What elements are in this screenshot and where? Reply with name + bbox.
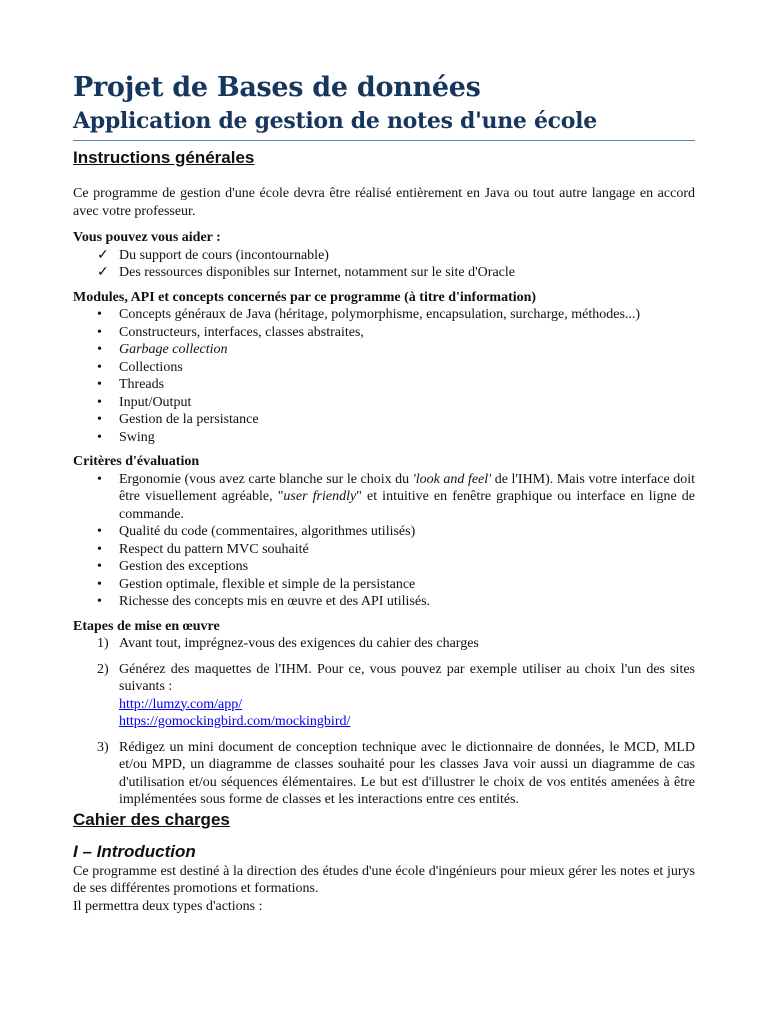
list-item: 1) Avant tout, imprégnez-vous des exigences du cahier des charges (97, 636, 479, 651)
bullet-icon: • (97, 394, 102, 410)
introduction-text: Ce programme est destiné à la direction des études d'une école d'ingénieurs pour mieux gérer les notes et jurys de ses différentes promotions et formations. (73, 863, 695, 896)
list-item: • Gestion des exceptions (97, 559, 249, 574)
bullet-icon: • (97, 576, 102, 592)
check-icon: ✓ (97, 265, 109, 280)
introduction-text-2: Il permettra deux types d'actions : (73, 898, 263, 914)
bullet-icon: • (97, 377, 102, 392)
bullet-icon: • (97, 524, 102, 539)
list-item: • Richesse des concepts mis en œuvre et des API utilisés. (97, 594, 431, 609)
list-item: • Concepts généraux de Java (héritage, polymorphisme, encapsulation, surcharge, méthodes...) (97, 307, 641, 322)
list-item: ✓ Du support de cours (incontournable) (97, 247, 329, 263)
help-heading: Vous pouvez vous aider : (73, 230, 221, 245)
list-item: • Constructeurs, interfaces, classes abstraites, (97, 324, 364, 340)
document-page (73, 70, 695, 915)
bullet-icon: • (97, 307, 102, 322)
list-item: • Threads (97, 377, 165, 392)
step-number: 1) (97, 636, 109, 651)
list-item: • Garbage collection (97, 342, 228, 357)
bullet-icon: • (97, 559, 102, 574)
list-item: • Gestion de la persistance (97, 412, 259, 427)
list-item: 3) Rédigez un mini document de conception technique avec le dictionnaire de données, le MCD, MLD et/ou MPD, un diagramme de classes souhaité pour les classes Java voir aussi un diagramme de cas d'utilisation et/ou séquences élémentaires. Le but est d'illustrer le choix de vos entités amenées à être implémentées sous forme de classes et les interactions entre ces entités. (97, 739, 695, 807)
document-title: Projet de Bases de données (73, 72, 481, 103)
steps-heading: Etapes de mise en œuvre (73, 618, 220, 634)
modules-heading: Modules, API et concepts concernés par ce programme (à titre d'information) (73, 289, 537, 305)
step-number: 2) (97, 661, 109, 677)
bullet-icon: • (97, 594, 102, 609)
list-item: • Respect du pattern MVC souhaité (97, 541, 309, 557)
criteria-heading: Critères d'évaluation (73, 454, 200, 469)
steps-list (73, 635, 695, 809)
bullet-icon: • (97, 471, 102, 487)
bullet-icon: • (97, 412, 102, 427)
section-heading-cahier: Cahier des charges (73, 809, 230, 829)
list-item: • Collections (97, 359, 183, 375)
link-lumzy[interactable]: http://lumzy.com/app/ (119, 696, 243, 712)
modules-list (73, 306, 695, 446)
link-gomockingbird[interactable]: https://gomockingbird.com/mockingbird/ (119, 714, 351, 729)
check-icon: ✓ (97, 247, 109, 263)
section-heading-instructions: Instructions générales (73, 148, 255, 167)
list-item: • Gestion optimale, flexible et simple de la persistance (97, 576, 416, 592)
list-item: • Ergonomie (vous avez carte blanche sur le choix du 'look and feel' de l'IHM). Mais votre interface doit être visuellement agréable, "user friendly" et intuitive en fenêtre graphique ou interface en ligne de commande. (97, 471, 696, 522)
list-item: • Input/Output (97, 394, 192, 410)
document-subtitle: Application de gestion de notes d'une école (73, 106, 695, 141)
criteria-list (73, 471, 695, 611)
list-item: ✓ Des ressources disponibles sur Internet, notamment sur le site d'Oracle (97, 265, 515, 280)
instructions-intro: Ce programme de gestion d'une école devra être réalisé entièrement en Java ou tout autre langage en accord avec votre professeur. (73, 186, 695, 219)
step-number: 3) (97, 739, 109, 755)
list-item: • Qualité du code (commentaires, algorithmes utilisés) (97, 524, 416, 539)
bullet-icon: • (97, 429, 102, 445)
bullet-icon: • (97, 324, 102, 340)
bullet-icon: • (97, 541, 102, 557)
list-item: • Swing (97, 429, 155, 445)
list-item: 2) Générez des maquettes de l'IHM. Pour ce, vous pouvez par exemple utiliser au choix l'un des sites suivants : http://lumzy.com/app/ https://gomockingbird.com/mockingbird/ (97, 661, 695, 729)
subsection-heading-introduction: I – Introduction (73, 841, 196, 861)
bullet-icon: • (97, 359, 102, 375)
help-list (73, 247, 695, 282)
bullet-icon: • (97, 342, 102, 357)
